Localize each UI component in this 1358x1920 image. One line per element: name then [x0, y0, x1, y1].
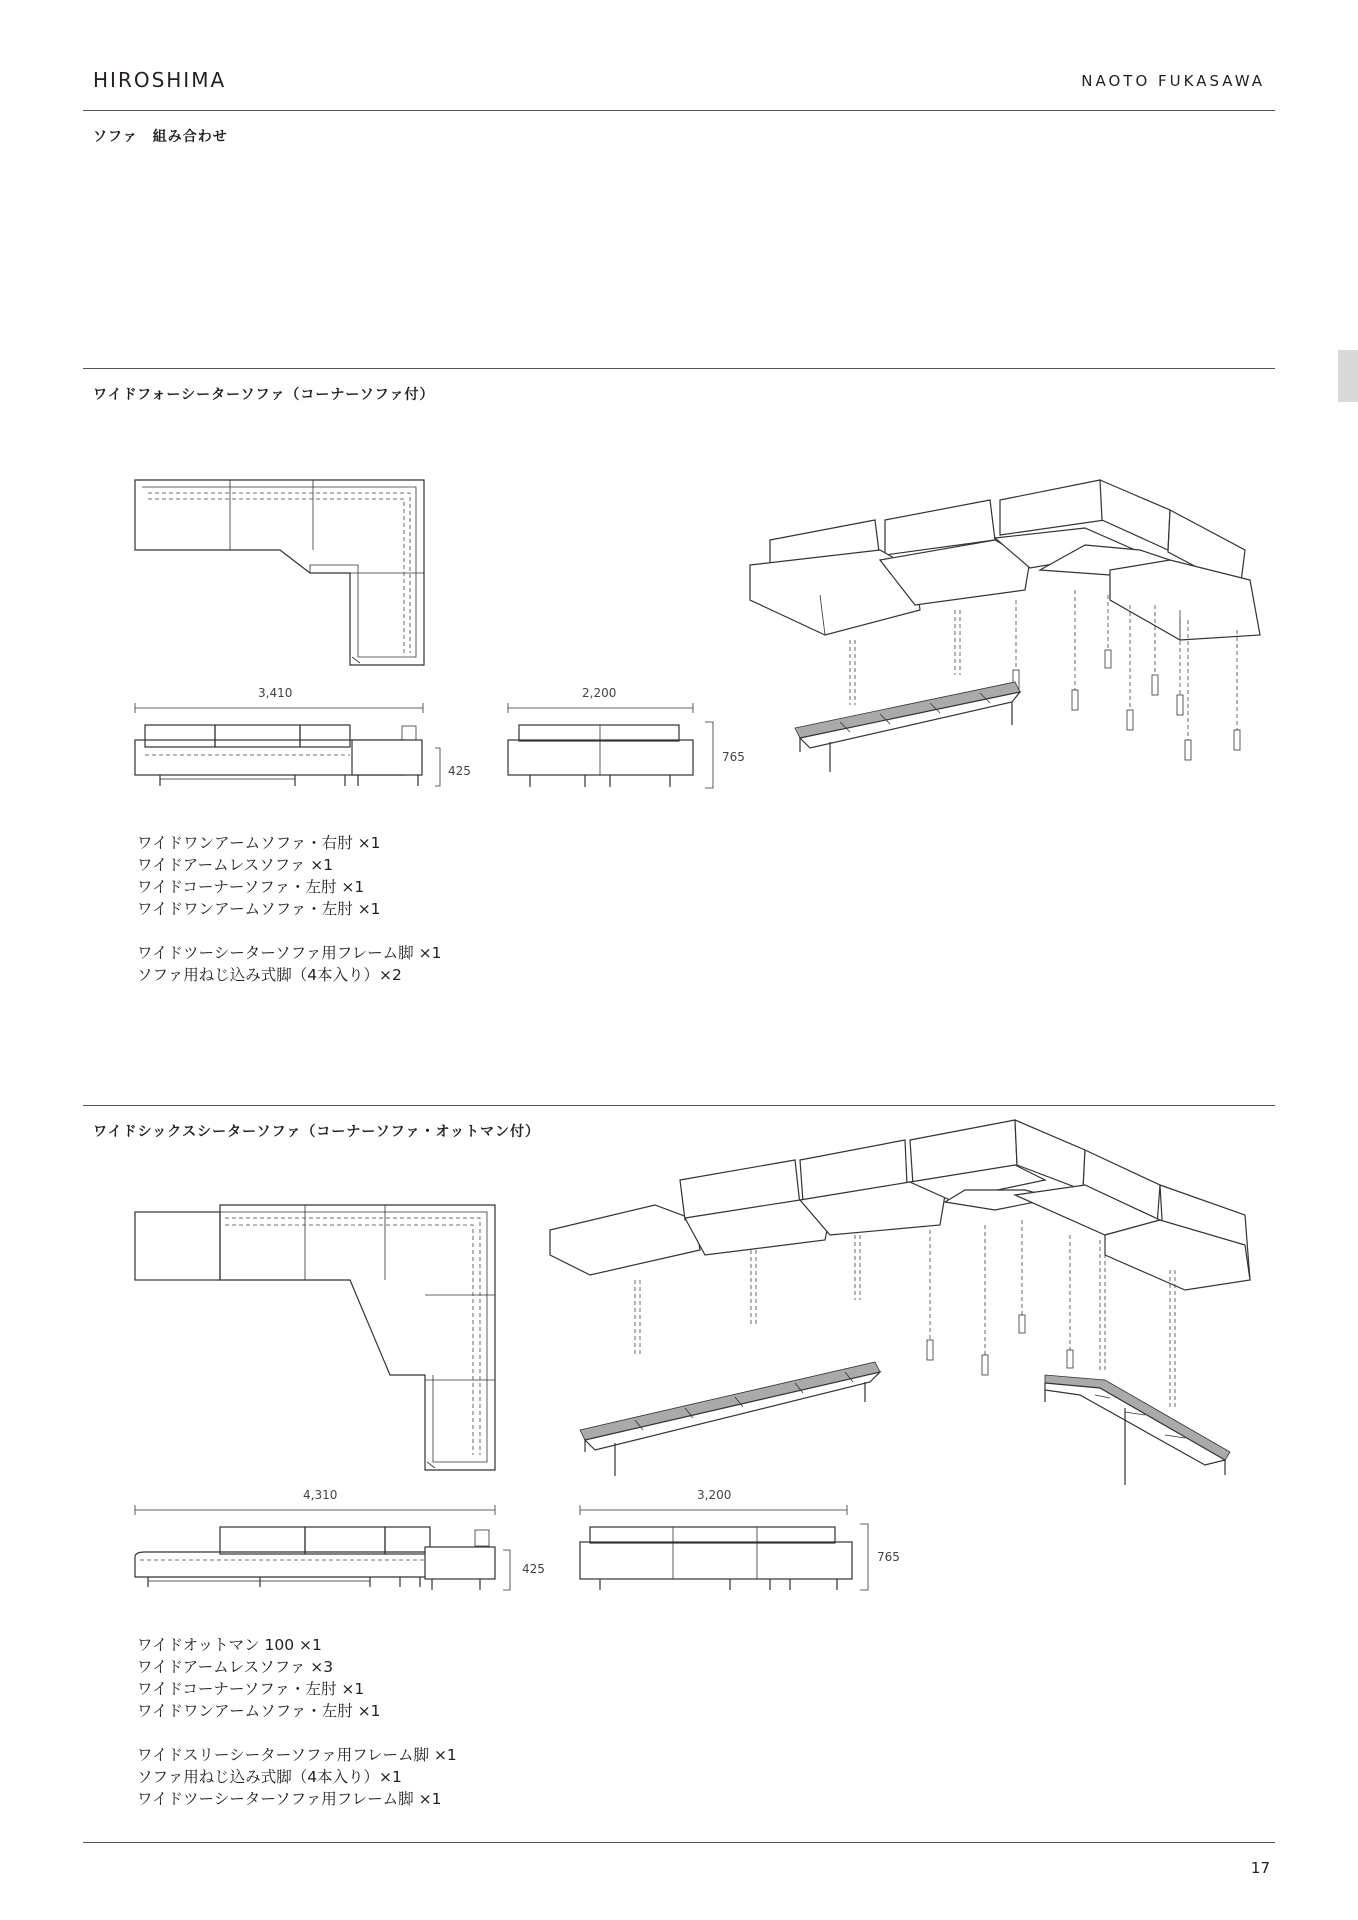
section2-side-elevation — [575, 1502, 875, 1597]
section2-title: ワイドシックスシーターソファ（コーナーソファ・オットマン付） — [93, 1124, 541, 1140]
list-item: ワイドオットマン 100 ×1 — [137, 1636, 322, 1654]
section1-side-elevation — [505, 700, 730, 795]
page-heading: ソファ 組み合わせ — [93, 129, 228, 145]
section2-plan-drawing — [130, 1200, 505, 1475]
section2-width-label: 4,310 — [303, 1488, 338, 1502]
list-item: ワイドワンアームソファ・左肘 ×1 — [137, 900, 381, 918]
list-item: ソファ用ねじ込み式脚（4本入り）×2 — [137, 966, 402, 984]
section2-front-elevation — [130, 1502, 525, 1597]
list-item: ワイドアームレスソファ ×1 — [137, 856, 334, 874]
footer-rule — [83, 1842, 1275, 1843]
section2-total-height-label: 765 — [877, 1550, 900, 1564]
page-number: 17 — [1250, 1859, 1270, 1877]
section2-side-width-label: 3,200 — [697, 1488, 732, 1502]
section2-rule — [83, 1105, 1275, 1106]
list-item: ワイドコーナーソファ・左肘 ×1 — [137, 1680, 365, 1698]
section2-component-list — [137, 1634, 457, 1810]
section1-isometric-drawing — [740, 460, 1270, 770]
list-item: ワイドワンアームソファ・右肘 ×1 — [137, 834, 381, 852]
section2-isometric-drawing — [545, 1140, 1275, 1490]
list-item: ワイドコーナーソファ・左肘 ×1 — [137, 878, 365, 896]
page-tab-marker — [1338, 350, 1358, 402]
designer-name: NAOTO FUKASAWA — [1081, 72, 1265, 90]
list-item: ワイドアームレスソファ ×3 — [137, 1658, 334, 1676]
list-item: ワイドスリーシーターソファ用フレーム脚 ×1 — [137, 1746, 457, 1764]
section1-rule — [83, 368, 1275, 369]
list-item: ワイドワンアームソファ・左肘 ×1 — [137, 1702, 381, 1720]
list-item: ワイドツーシーターソファ用フレーム脚 ×1 — [137, 1790, 442, 1808]
section1-width-label: 3,410 — [258, 686, 293, 700]
section1-total-height-label: 765 — [722, 750, 745, 764]
section1-title: ワイドフォーシーターソファ（コーナーソファ付） — [93, 387, 435, 403]
list-item: ソファ用ねじ込み式脚（4本入り）×1 — [137, 1768, 402, 1786]
list-item: ワイドツーシーターソファ用フレーム脚 ×1 — [137, 944, 442, 962]
section1-side-width-label: 2,200 — [582, 686, 617, 700]
section1-component-list — [137, 832, 441, 986]
section2-seat-height-label: 425 — [522, 1562, 545, 1576]
section1-seat-height-label: 425 — [448, 764, 471, 778]
section1-front-elevation — [130, 700, 450, 790]
section1-plan-drawing — [130, 475, 430, 670]
header-rule — [83, 110, 1275, 111]
brand-title: HIROSHIMA — [93, 68, 227, 92]
